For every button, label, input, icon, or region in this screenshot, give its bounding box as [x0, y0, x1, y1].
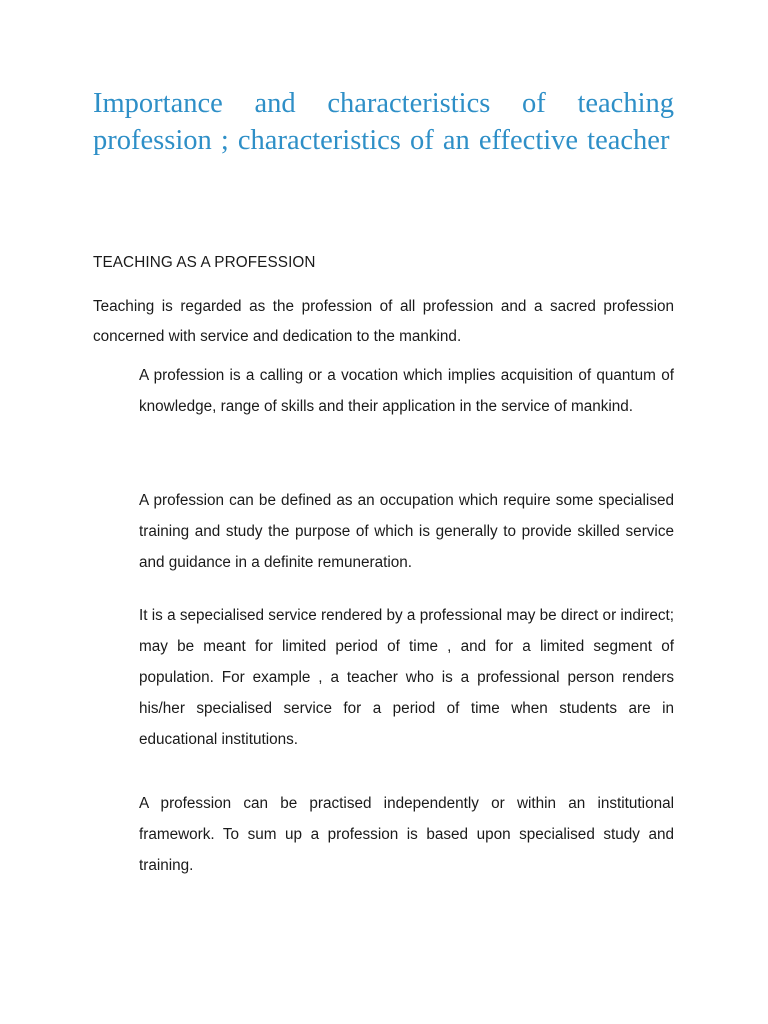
- section-heading: TEACHING AS A PROFESSION: [93, 254, 316, 271]
- paragraph-practice-framework: A profession can be practised independently or within an institutional framework. To sum up a profession is based upon specialised study and training.: [139, 795, 674, 874]
- paragraph-specialised-service: It is a sepecialised service rendered by a professional may be direct or indirect; may be meant for limited period of time , and for a limited segment of population. For example , a teacher who is a professional person renders his/her specialised service for a period of time when students are in educational institutions.: [139, 607, 674, 748]
- document-title: Importance and characteristics of teaching profession ; characteristics of an effective teacher: [93, 88, 674, 156]
- paragraph-profession-definition: A profession can be defined as an occupation which require some specialised training and study the purpose of which is generally to provide skilled service and guidance in a definite remuneration.: [139, 492, 674, 571]
- paragraph-profession-calling: A profession is a calling or a vocation which implies acquisition of quantum of knowledge, range of skills and their application in the service of mankind.: [139, 367, 674, 415]
- intro-paragraph: Teaching is regarded as the profession of all profession and a sacred profession concerned with service and dedication to the mankind.: [93, 298, 674, 345]
